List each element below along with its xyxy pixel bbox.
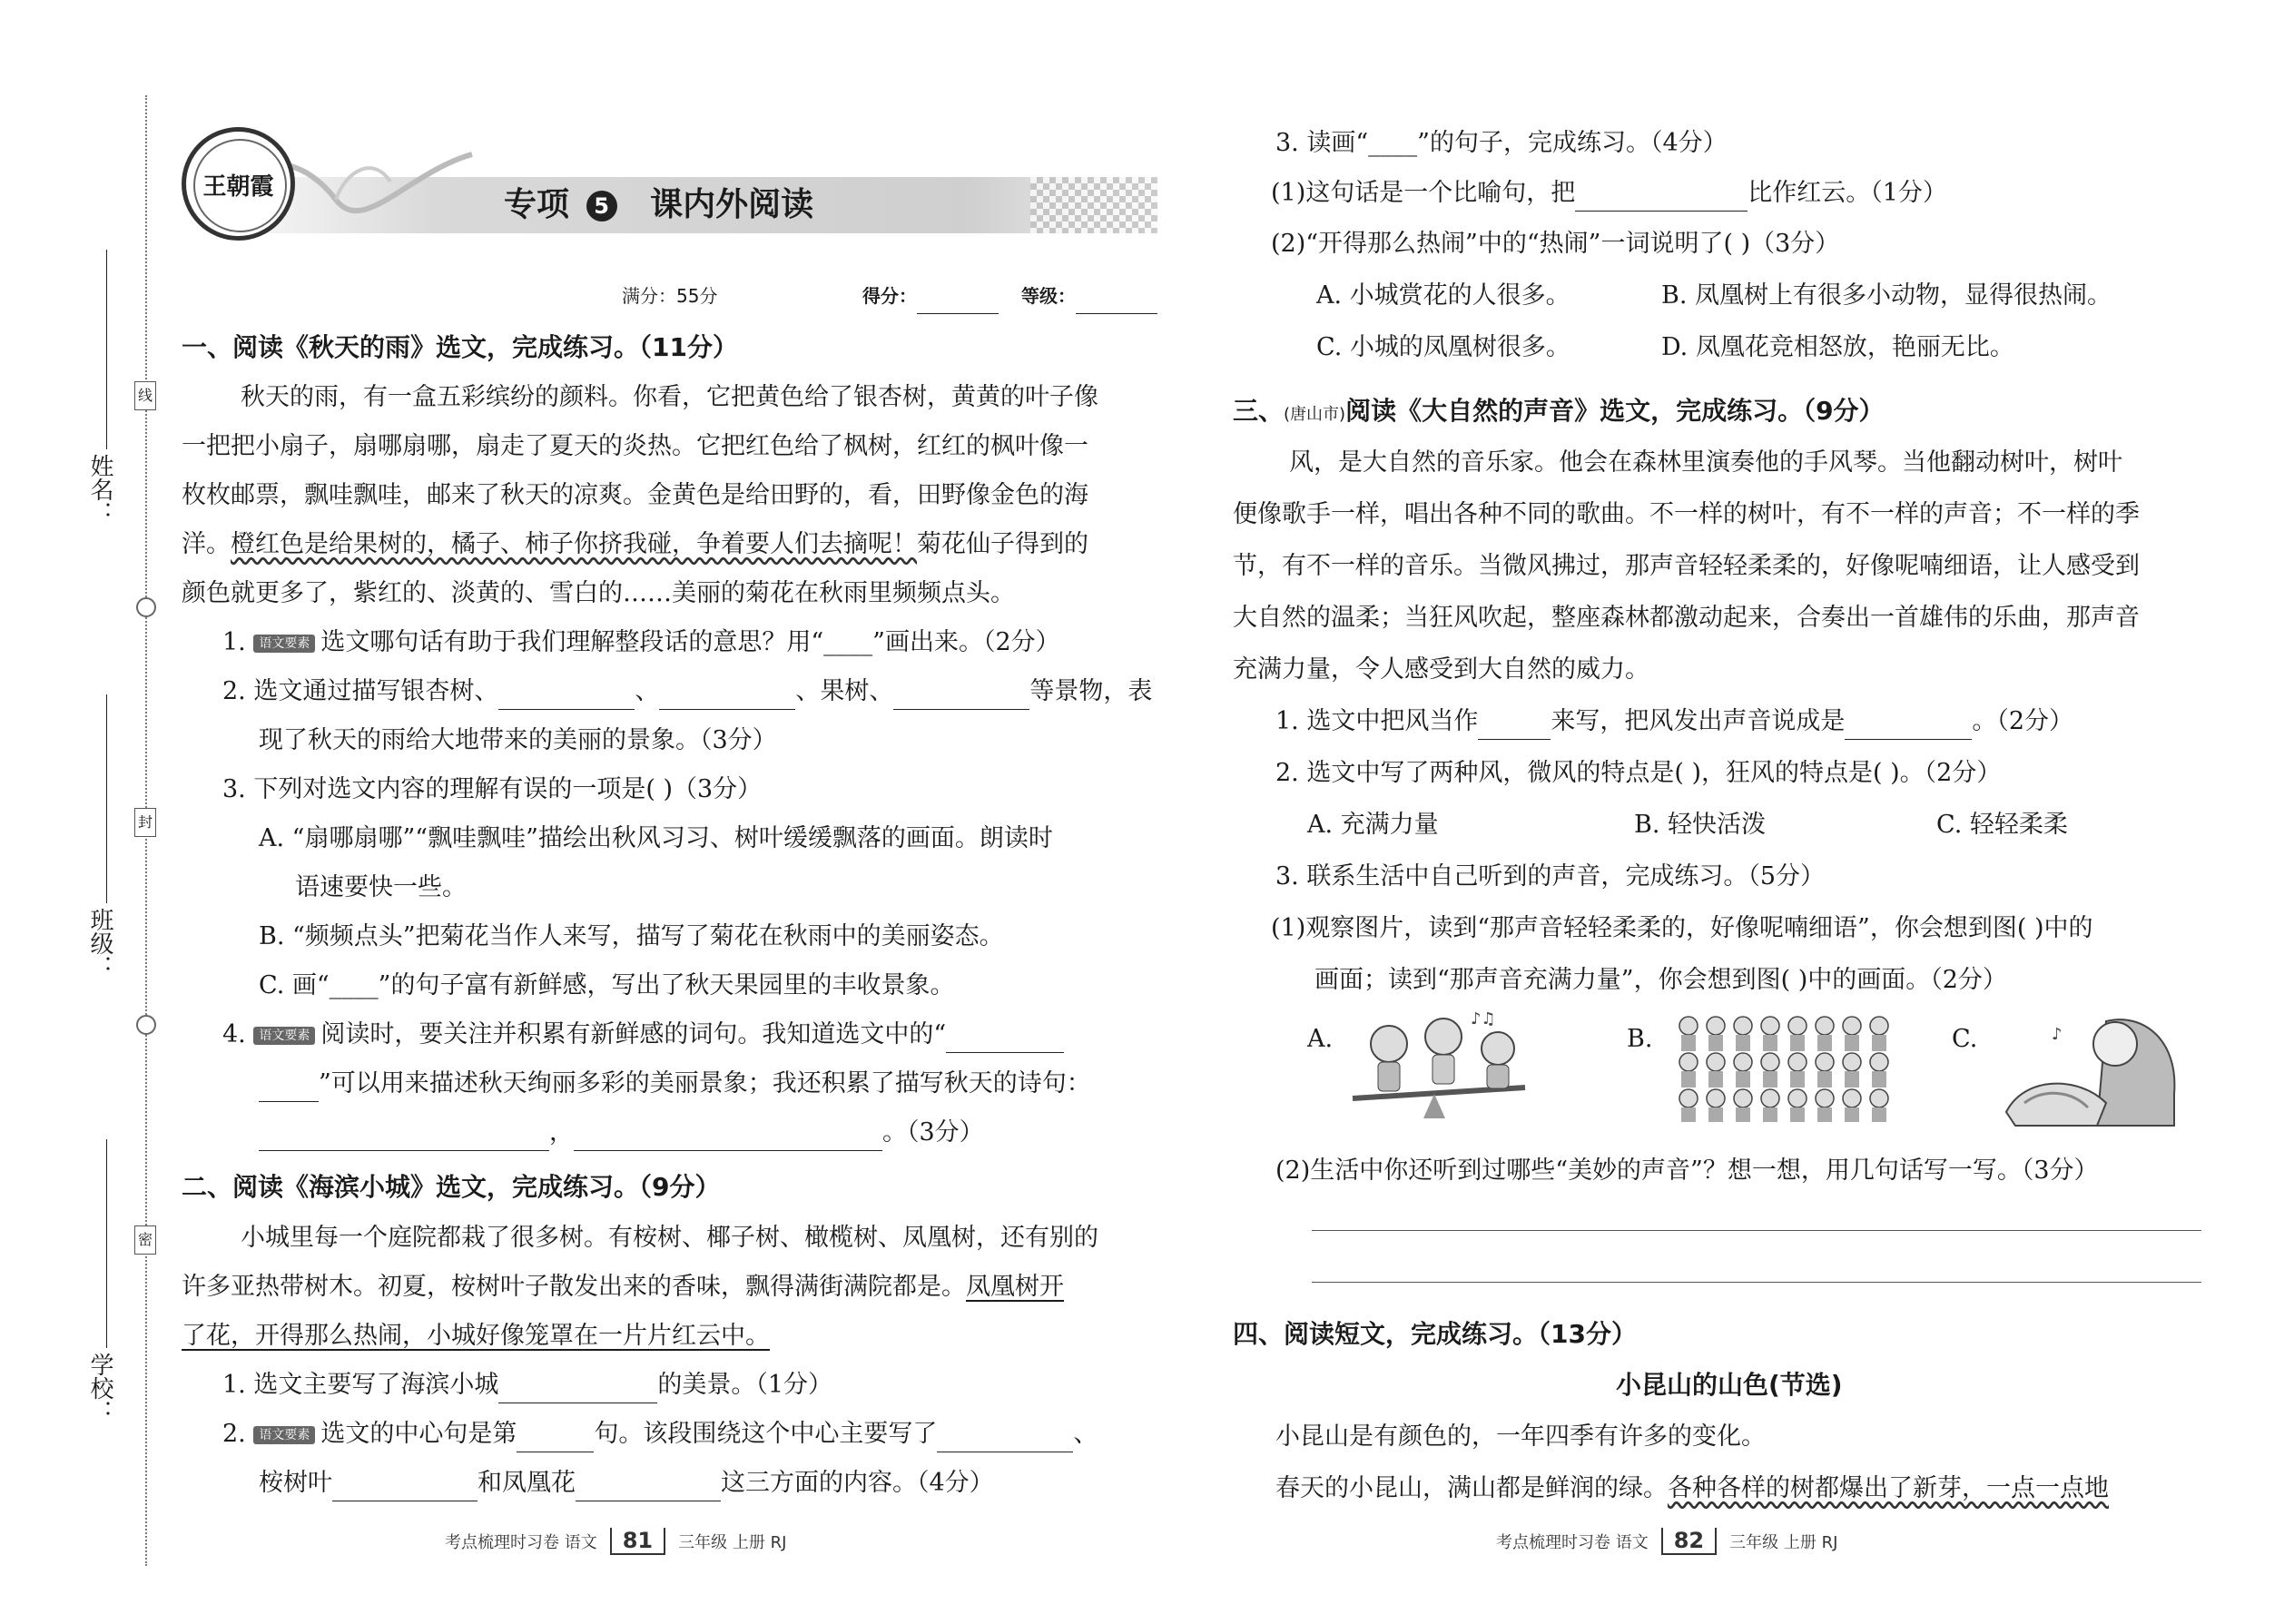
s2-q2-blank-1[interactable] [517,1424,594,1452]
s3-city-tag: (唐山市) [1284,405,1346,424]
s1-q4-blank-1b[interactable] [259,1074,319,1102]
score-label: 得分： [862,278,999,314]
s3-q2-option-a[interactable]: A. 充满力量 [1307,811,1439,839]
s1-q1: 1. 语文要素 选文哪句话有助于我们理解整段话的意思？用“____”画出来。（2分） [222,628,1060,656]
s1-heading: 一、阅读《秋天的雨》选文，完成练习。（11分） [182,332,738,362]
s1-para-line-2: 一把把小扇子，扇哪扇哪，扇走了夏天的炎热。它把红色给了枫树，红红的枫叶像一 [182,432,1088,460]
s1-q2-cont: 现了秋天的雨给大地带来的美丽的景象。（3分） [259,726,777,754]
brand-logo-text: 王朝霞 [202,173,274,201]
s3-q3-1-cont: 画面；读到“那声音充满力量”，你会想到图( )中的画面。（2分） [1314,966,2007,994]
s2-q3-option-b[interactable]: B. 凤凰树上有很多小动物，显得很热闹。 [1661,281,2112,310]
pic-b-choir[interactable] [1670,1008,1906,1129]
s1-para-line-1: 秋天的雨，有一盒五彩缤纷的颜料。你看，它把黄色给了银杏树，黄黄的叶子像 [241,383,1098,411]
grade-label: 等级： [1021,278,1157,314]
s2-q3-2: (2)“开得那么热闹”中的“热闹”一词说明了( )（3分） [1271,230,1840,258]
binding-ring-2 [136,1015,156,1035]
s1-para-line-5: 颜色就更多了，紫红的、淡黄的、雪白的……美丽的菊花在秋雨里频频点头。 [182,579,1015,607]
s2-q2-blank-3[interactable] [332,1473,478,1501]
page-number-left: 81 [610,1528,665,1555]
s3-heading: 三、(唐山市)阅读《大自然的声音》选文，完成练习。（9分） [1233,396,1885,426]
s1-q3-option-a[interactable]: A. “扇哪扇哪”“飘哇飘哇”描绘出秋风习习、树叶缓缓飘落的画面。朗读时 [259,824,1053,852]
s1-q4: 4. 语文要素 阅读时，要关注并积累有新鲜感的词句。我知道选文中的“ [222,1017,1064,1053]
pic-a-label: A. [1307,1025,1334,1053]
s2-q2-cont: 桉树叶 和凤凰花 这三方面的内容。（4分） [259,1465,994,1501]
s2-q3-option-c[interactable]: C. 小城的凤凰树很多。 [1316,333,1570,361]
class-label: 班级： [86,908,113,979]
seal-char-bottom: 密 [134,1225,156,1255]
s3-q3: 3. 联系生活中自己听到的声音，完成练习。（5分） [1275,862,1826,891]
school-line[interactable] [106,1139,107,1348]
s3-para-line-5: 充满力量，令人感受到大自然的威力。 [1233,655,1649,684]
s3-para-line-3: 节，有不一样的音乐。当微风拂过，那声音轻轻柔柔的，好像呢喃细语，让人感受到 [1233,552,2140,580]
s2-q3: 3. 读画“____”的句子，完成练习。（4分） [1275,129,1728,157]
s4-title: 小昆山的山色(节选) [1616,1370,1843,1400]
s1-q4-poem-blank-2[interactable] [574,1123,882,1151]
s3-q3-1: (1)观察图片，读到“那声音轻轻柔柔的，好像呢喃细语”，你会想到图( )中的 [1271,914,2093,942]
page-title: 专项 5 课内外阅读 [504,186,814,223]
pic-a-children-seesaw[interactable] [1344,1008,1543,1129]
s3-para-line-2: 便像歌手一样，唱出各种不同的歌曲。不一样的树叶，有不一样的声音；不一样的季 [1233,500,2140,528]
s1-q4-poem: ， 。（3分） [259,1115,984,1151]
s1-para-line-4: 洋。橙红色是给果树的，橘子、柿子你挤我碰，争着要人们去摘呢！菊花仙子得到的 [182,530,1088,558]
s3-answer-line-2[interactable] [1312,1282,2201,1283]
s3-q1-blank-1[interactable] [1478,712,1551,740]
s2-underlined-sentence-b: 了花，开得那么热闹，小城好像笼罩在一片片红云中。 [182,1322,770,1350]
s1-q4-cont: ”可以用来描述秋天绚丽多彩的美丽景象；我还积累了描写秋天的诗句： [259,1066,1091,1102]
s1-q3: 3. 下列对选文内容的理解有误的一项是( )（3分） [222,775,763,803]
s2-q2: 2. 语文要素 选文的中心句是第 句。该段围绕这个中心主要写了 、 [222,1416,1098,1452]
s1-q2-blank-2[interactable] [659,682,795,710]
full-score: 满分：55分 [622,285,718,307]
s3-answer-line-1[interactable] [1312,1230,2201,1231]
svg-text:♪♫: ♪♫ [1471,1009,1496,1029]
s2-para-line-3 [182,1318,770,1354]
s1-q2-blank-1[interactable] [498,682,635,710]
pic-b-label: B. [1627,1025,1653,1053]
s2-para-line-2: 许多亚热带树木。初夏，桉树叶子散发出来的香味，飘得满街满院都是。凤凰树开 [182,1273,1064,1301]
s2-q3-1: (1)这句话是一个比喻句，把 比作红云。（1分） [1271,175,1947,212]
s3-q2-option-b[interactable]: B. 轻快活泼 [1634,811,1767,839]
grade-blank[interactable] [1076,293,1157,314]
s3-q2-option-c[interactable]: C. 轻轻柔柔 [1936,811,2068,839]
header-checker [1030,177,1157,233]
s2-q3-option-a[interactable]: A. 小城赏花的人很多。 [1316,281,1570,310]
s1-q2: 2. 选文通过描写银杏树、 、 、果树、 等景物，表 [222,674,1152,710]
svg-text:♪: ♪ [2052,1025,2063,1044]
pic-c-mother-child[interactable] [1997,1003,2188,1134]
s1-q3-option-a-cont: 语速要快一些。 [295,873,467,901]
footer-right: 考点梳理时习卷 语文 82 三年级 上册 RJ [1496,1528,1838,1553]
seal-char-top: 线 [134,381,156,410]
score-blank[interactable] [917,293,999,314]
footer-left: 考点梳理时习卷 语文 81 三年级 上册 RJ [445,1528,787,1553]
s1-q3-option-c[interactable]: C. 画“____”的句子富有新鲜感，写出了秋天果园里的丰收景象。 [259,971,955,999]
s2-q1: 1. 选文主要写了海滨小城 的美景。（1分） [222,1367,832,1403]
s1-q4-poem-blank-1[interactable] [259,1123,549,1151]
s1-q2-blank-3[interactable] [893,682,1029,710]
title-number-badge: 5 [586,191,617,221]
name-line[interactable] [106,250,107,449]
s3-q1: 1. 选文中把风当作 来写，把风发出声音说成是 。（2分） [1275,704,2073,740]
school-label: 学校： [86,1353,113,1423]
s2-q3-option-d[interactable]: D. 凤凰花竞相怒放，艳丽无比。 [1661,333,2014,361]
pic-c-label: C. [1952,1025,1978,1053]
s2-para-line-1: 小城里每一个庭院都栽了很多树。有桉树、椰子树、橄榄树、凤凰树，还有别的 [241,1224,1098,1252]
s4-heading: 四、阅读短文，完成练习。（13分） [1233,1319,1637,1349]
s2-heading: 二、阅读《海滨小城》选文，完成练习。（9分） [182,1172,721,1202]
s2-q2-blank-4[interactable] [576,1473,721,1501]
s3-para-line-4: 大自然的温柔；当狂风吹起，整座森林都激动起来，合奏出一首雄伟的乐曲，那声音 [1233,604,2140,632]
brand-logo [182,127,295,241]
s1-q1-tag: 语文要素 [253,635,315,653]
class-line[interactable] [106,694,107,903]
s1-q3-option-b[interactable]: B. “频频点头”把菊花当作人来写，描写了菊花在秋雨中的美丽姿态。 [259,922,1004,950]
s1-para-line-3: 枚枚邮票，飘哇飘哇，邮来了秋天的凉爽。金黄色是给田野的，看，田野像金色的海 [182,481,1088,509]
s3-q2: 2. 选文中写了两种风，微风的特点是( )，狂风的特点是( )。（2分） [1275,759,2002,787]
page-number-right: 82 [1661,1528,1717,1555]
s3-q1-blank-2[interactable] [1845,712,1972,740]
seal-char-mid: 封 [134,808,156,837]
name-label: 姓名： [86,454,113,525]
binding-ring-1 [136,597,156,617]
s1-wavy-sentence: 橙红色是给果树的，橘子、柿子你挤我碰，争着要人们去摘呢！ [231,530,917,558]
s1-q4-blank-1[interactable] [946,1025,1064,1053]
s2-q2-tag: 语文要素 [253,1426,315,1444]
s2-q3-1-blank[interactable] [1575,183,1748,212]
s4-para-2: 春天的小昆山，满山都是鲜润的绿。各种各样的树都爆出了新芽，一点一点地 [1275,1474,2109,1502]
s2-underlined-sentence-a: 凤凰树开 [966,1273,1064,1301]
s4-wavy-sentence: 各种各样的树都爆出了新芽，一点一点地 [1668,1474,2109,1502]
s2-q1-blank[interactable] [498,1375,657,1403]
s3-q3-2: (2)生活中你还听到过哪些“美妙的声音”？想一想，用几句话写一写。（3分） [1275,1156,2099,1185]
s1-q4-tag: 语文要素 [253,1027,315,1045]
s4-para-1: 小昆山是有颜色的，一年四季有许多的变化。 [1275,1422,1766,1451]
s2-q2-blank-2[interactable] [937,1424,1073,1452]
s3-para-line-1: 风，是大自然的音乐家。他会在森林里演奏他的手风琴。当他翻动树叶，树叶 [1289,448,2122,477]
